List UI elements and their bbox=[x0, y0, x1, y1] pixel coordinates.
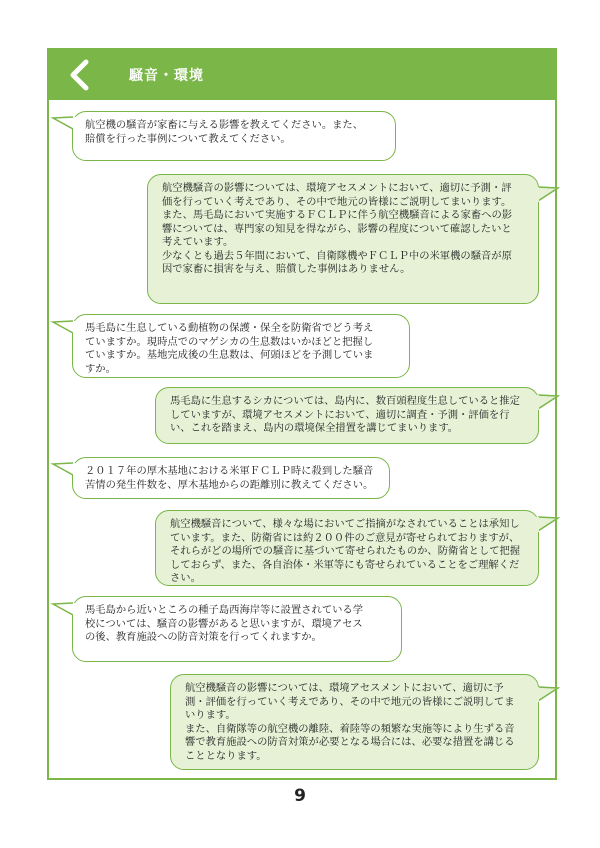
header-bar bbox=[49, 50, 555, 100]
question-bubble-3: ２０１７年の厚木基地における米軍ＦＣＬＰ時に殺到した騒音 苦情の発生件数を、厚木基地からの距離別に教えてください。 bbox=[72, 457, 390, 499]
question-tail-2 bbox=[50, 318, 80, 338]
answer-bubble-1: 航空機騒音の影響については、環境アセスメントにおいて、適切に予測・評 価を行っていく考えであり、その中で地元の皆様にご説明してまいります。 また、馬毛島において実施するＦＣＬＰに伴う航空機騒音による家畜への影 響については、専門家の知見を得ながら、影響の程度について確認したいと 考えています。 少なくとも過去５年間において、自衛隊機やＦＣＬＰ中の米軍機の騒音が原 因で家畜に損害を与え、賠償した事例はありません。 bbox=[147, 174, 539, 304]
question-bubble-2: 馬毛島に生息している動植物の保護・保全を防衛省でどう考え ていますか。現時点でのマゲシカの生息数はいかほどと把握し ていますか。基地完成後の生息数は、何頭ほどを予測していま すか。 bbox=[72, 314, 410, 378]
answer-bubble-4: 航空機騒音の影響については、環境アセスメントにおいて、適切に予 測・評価を行っていく考えであり、その中で地元の皆様にご説明してま いります。 また、自衛隊等の航空機の離陸、着陸等の頻繁な実施等により生ずる音 響で教育施設への防音対策が必要となる場合には、必要な措置を講じる こととなります。 bbox=[170, 674, 539, 770]
answer-tail-3 bbox=[532, 514, 562, 536]
question-bubble-1: 航空機の騒音が家畜に与える影響を教えてください。また、 賠償を行った事例について教えてください。 bbox=[72, 111, 396, 161]
back-button[interactable] bbox=[49, 50, 109, 100]
answer-bubble-2: 馬毛島に生息するシカについては、島内に、数百頭程度生息していると推定 していますが、環境アセスメントにおいて、適切に調査・予測・評価を行 い、これを踏まえ、島内の環境保全措置を講じてまいります。 bbox=[155, 387, 539, 444]
question-tail-1 bbox=[50, 114, 80, 134]
question-tail-4 bbox=[50, 600, 80, 620]
chevron-left-icon bbox=[67, 59, 91, 91]
answer-tail-1 bbox=[532, 184, 562, 206]
question-tail-3 bbox=[50, 460, 80, 480]
answer-tail-2 bbox=[532, 392, 562, 414]
page-number: 9 bbox=[294, 786, 306, 806]
answer-bubble-3: 航空機騒音について、様々な場においてご指摘がなされていることは承知し ています。また、防衛省には約２００件のご意見が寄せられておりますが、 それらがどの場所での騒音に基づいて寄せられたものか、防衛省として把握 しておらず、また、各自治体・米軍等にも寄せられていることをご理解くだ さい。 bbox=[155, 510, 539, 586]
page-title: 騒音・環境 bbox=[129, 68, 204, 84]
question-bubble-4: 馬毛島から近いところの種子島西海岸等に設置されている学 校については、騒音の影響があると思いますが、環境アセス の後、教育施設への防音対策を行ってくれますか。 bbox=[72, 596, 402, 662]
answer-tail-4 bbox=[532, 684, 562, 706]
